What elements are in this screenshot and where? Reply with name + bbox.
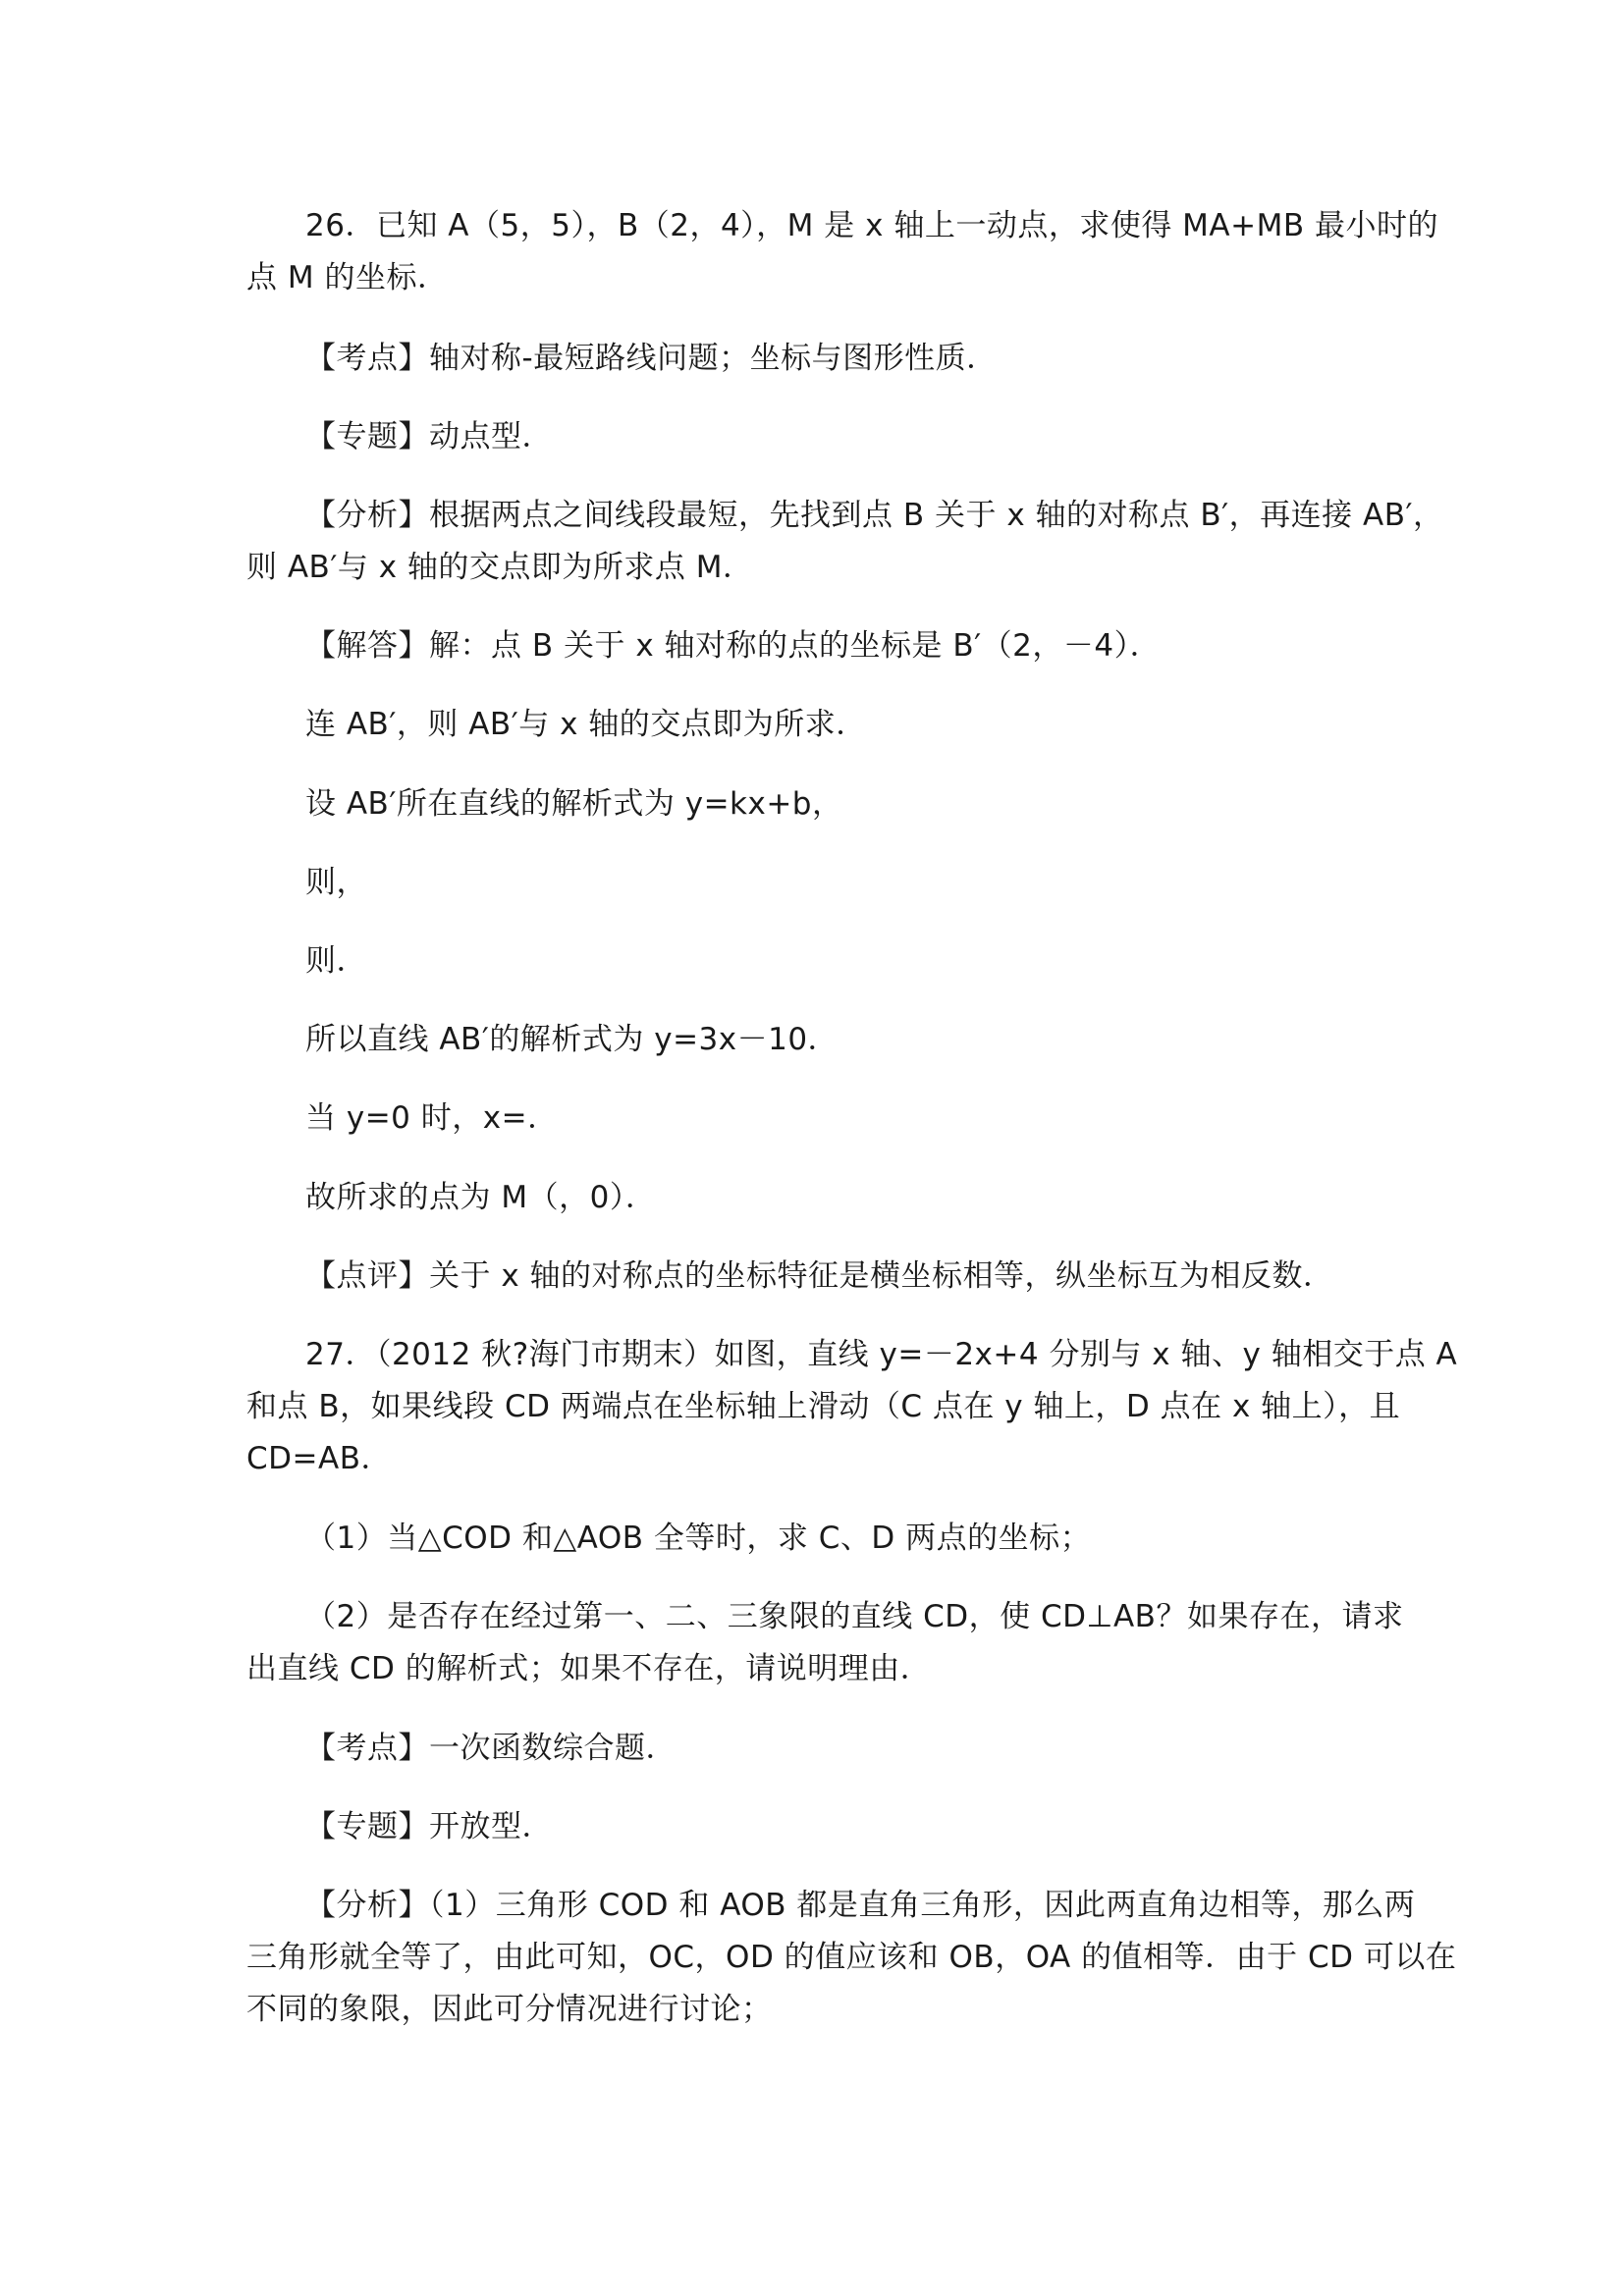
q27-kaodian: 【考点】一次函数综合题． [305,1731,677,1766]
q26-jieda-line3: 设 AB′所在直线的解析式为 y=kx+b， [305,786,843,822]
q27-sub2-line1: （2）是否存在经过第一、二、三象限的直线 CD，使 CD⊥AB？如果存在，请求 [305,1599,1404,1634]
q26-fenxi-line2: 则 AB′与 x 轴的交点即为所求点 M． [246,550,754,585]
q27-fenxi-line2: 三角形就全等了，由此可知，OC，OD 的值应该和 OB，OA 的值相等．由于 CD 可以在 [246,1940,1457,1975]
q26-jieda-line8: 故所求的点为 M（，0）． [305,1180,657,1215]
q26-jieda-line6: 所以直线 AB′的解析式为 y=3x－10． [305,1022,839,1057]
q26-stem-line1: 26．已知 A（5，5），B（2，4），M 是 x 轴上一动点，求使得 MA+MB 最小时的 [305,208,1438,243]
q27-sub1: （1）当△COD 和△AOB 全等时，求 C、D 两点的坐标； [305,1521,1092,1556]
q27-stem-line3: CD=AB． [246,1441,392,1476]
q26-kaodian: 【考点】轴对称-最短路线问题；坐标与图形性质． [305,341,998,376]
q26-jieda-line7: 当 y=0 时，x=． [305,1100,559,1136]
q26-dianping: 【点评】关于 x 轴的对称点的坐标特征是横坐标相等，纵坐标互为相反数． [305,1258,1334,1294]
q27-fenxi-line3: 不同的象限，因此可分情况进行讨论； [246,1992,773,2027]
q27-fenxi-line1: 【分析】（1）三角形 COD 和 AOB 都是直角三角形，因此两直角边相等，那么两 [305,1888,1416,1923]
q27-zhuanti: 【专题】开放型． [305,1809,553,1844]
q26-jieda-line2: 连 AB′，则 AB′与 x 轴的交点即为所求． [305,707,867,742]
q27-sub2-line2: 出直线 CD 的解析式；如果不存在，请说明理由． [246,1651,932,1686]
q27-stem-line2: 和点 B，如果线段 CD 两端点在坐标轴上滑动（C 点在 y 轴上，D 点在 x 轴上），且 [246,1389,1401,1424]
q26-zhuanti: 【专题】动点型． [305,419,553,454]
q26-stem-line2: 点 M 的坐标． [246,260,449,295]
q26-jieda-line4: 则， [305,865,367,900]
q26-jieda-line1: 【解答】解：点 B 关于 x 轴对称的点的坐标是 B′（2，－4）． [305,628,1162,664]
q27-stem-line1: 27．（2012 秋?海门市期末）如图，直线 y=－2x+4 分别与 x 轴、y 轴相交于点 A [305,1337,1458,1372]
q26-jieda-line5: 则． [305,943,367,979]
q26-fenxi-line1: 【分析】根据两点之间线段最短，先找到点 B 关于 x 轴的对称点 B′，再连接 AB′， [305,498,1444,533]
